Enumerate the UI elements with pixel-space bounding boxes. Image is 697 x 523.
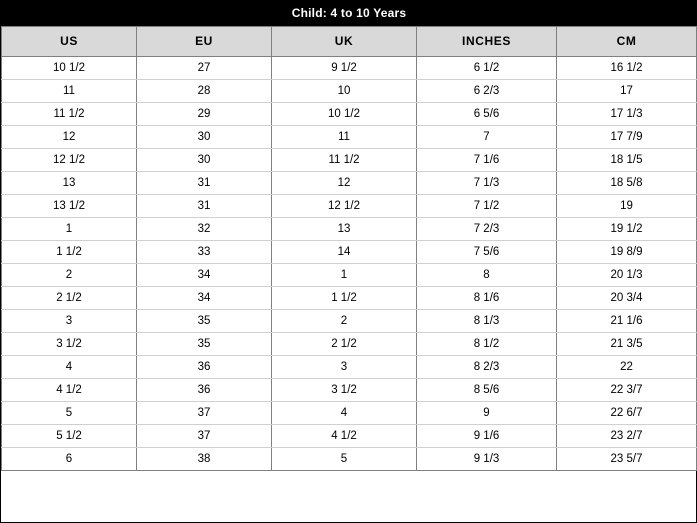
- column-header-us: US: [2, 27, 137, 57]
- cell-eu: 28: [137, 80, 272, 103]
- cell-uk: 3 1/2: [272, 379, 417, 402]
- cell-uk: 4: [272, 402, 417, 425]
- cell-eu: 37: [137, 425, 272, 448]
- cell-inches: 8 5/6: [417, 379, 557, 402]
- cell-inches: 7 1/3: [417, 172, 557, 195]
- cell-us: 10 1/2: [2, 57, 137, 80]
- cell-eu: 36: [137, 379, 272, 402]
- cell-cm: 21 3/5: [557, 333, 697, 356]
- cell-eu: 38: [137, 448, 272, 471]
- cell-uk: 1: [272, 264, 417, 287]
- cell-cm: 23 2/7: [557, 425, 697, 448]
- size-conversion-table: [1, 1, 697, 471]
- cell-cm: 18 5/8: [557, 172, 697, 195]
- cell-eu: 32: [137, 218, 272, 241]
- cell-uk: 10: [272, 80, 417, 103]
- cell-eu: 36: [137, 356, 272, 379]
- cell-inches: 7 5/6: [417, 241, 557, 264]
- cell-us: 3: [2, 310, 137, 333]
- cell-eu: 30: [137, 149, 272, 172]
- cell-uk: 2 1/2: [272, 333, 417, 356]
- table-row: [2, 356, 697, 379]
- table-header: [2, 27, 697, 57]
- cell-cm: 21 1/6: [557, 310, 697, 333]
- table-row: [2, 126, 697, 149]
- cell-uk: 3: [272, 356, 417, 379]
- cell-inches: 8 2/3: [417, 356, 557, 379]
- cell-us: 5 1/2: [2, 425, 137, 448]
- table-row: [2, 57, 697, 80]
- table-row: [2, 80, 697, 103]
- cell-inches: 8 1/6: [417, 287, 557, 310]
- table-body: [2, 57, 697, 471]
- cell-cm: 19: [557, 195, 697, 218]
- cell-inches: 7: [417, 126, 557, 149]
- cell-eu: 31: [137, 195, 272, 218]
- cell-inches: 9: [417, 402, 557, 425]
- cell-us: 1: [2, 218, 137, 241]
- cell-inches: 8: [417, 264, 557, 287]
- table-row: [2, 218, 697, 241]
- cell-eu: 33: [137, 241, 272, 264]
- cell-us: 5: [2, 402, 137, 425]
- cell-cm: 22 3/7: [557, 379, 697, 402]
- cell-us: 4 1/2: [2, 379, 137, 402]
- cell-us: 1 1/2: [2, 241, 137, 264]
- cell-us: 6: [2, 448, 137, 471]
- table-row: [2, 149, 697, 172]
- cell-uk: 12 1/2: [272, 195, 417, 218]
- cell-inches: 7 1/2: [417, 195, 557, 218]
- cell-inches: 7 1/6: [417, 149, 557, 172]
- cell-eu: 35: [137, 310, 272, 333]
- column-header-inches: INCHES: [417, 27, 557, 57]
- cell-eu: 27: [137, 57, 272, 80]
- cell-us: 13: [2, 172, 137, 195]
- cell-uk: 1 1/2: [272, 287, 417, 310]
- cell-eu: 34: [137, 264, 272, 287]
- cell-uk: 2: [272, 310, 417, 333]
- cell-cm: 19 1/2: [557, 218, 697, 241]
- cell-inches: 9 1/3: [417, 448, 557, 471]
- table-row: [2, 172, 697, 195]
- table-row: [2, 333, 697, 356]
- column-header-eu: EU: [137, 27, 272, 57]
- cell-inches: 8 1/3: [417, 310, 557, 333]
- cell-inches: 6 2/3: [417, 80, 557, 103]
- cell-inches: 9 1/6: [417, 425, 557, 448]
- cell-us: 11 1/2: [2, 103, 137, 126]
- cell-uk: 4 1/2: [272, 425, 417, 448]
- cell-cm: 23 5/7: [557, 448, 697, 471]
- cell-us: 11: [2, 80, 137, 103]
- cell-uk: 9 1/2: [272, 57, 417, 80]
- cell-uk: 14: [272, 241, 417, 264]
- table-row: [2, 241, 697, 264]
- cell-us: 12 1/2: [2, 149, 137, 172]
- cell-us: 4: [2, 356, 137, 379]
- cell-us: 2 1/2: [2, 287, 137, 310]
- cell-uk: 12: [272, 172, 417, 195]
- cell-cm: 16 1/2: [557, 57, 697, 80]
- cell-inches: 8 1/2: [417, 333, 557, 356]
- cell-inches: 7 2/3: [417, 218, 557, 241]
- table-row: [2, 103, 697, 126]
- cell-uk: 11: [272, 126, 417, 149]
- cell-uk: 11 1/2: [272, 149, 417, 172]
- table-row: [2, 287, 697, 310]
- cell-eu: 34: [137, 287, 272, 310]
- cell-eu: 37: [137, 402, 272, 425]
- cell-cm: 20 3/4: [557, 287, 697, 310]
- cell-uk: 10 1/2: [272, 103, 417, 126]
- table-row: [2, 310, 697, 333]
- cell-eu: 29: [137, 103, 272, 126]
- cell-uk: 5: [272, 448, 417, 471]
- table-row: [2, 379, 697, 402]
- table-row: [2, 425, 697, 448]
- cell-us: 2: [2, 264, 137, 287]
- column-header-uk: UK: [272, 27, 417, 57]
- cell-inches: 6 1/2: [417, 57, 557, 80]
- cell-cm: 17 7/9: [557, 126, 697, 149]
- cell-eu: 30: [137, 126, 272, 149]
- table-title: Child: 4 to 10 Years: [1, 1, 697, 26]
- cell-cm: 17 1/3: [557, 103, 697, 126]
- cell-inches: 6 5/6: [417, 103, 557, 126]
- header-row: [2, 27, 697, 57]
- cell-cm: 22 6/7: [557, 402, 697, 425]
- cell-us: 12: [2, 126, 137, 149]
- table-row: [2, 264, 697, 287]
- cell-eu: 35: [137, 333, 272, 356]
- cell-cm: 22: [557, 356, 697, 379]
- column-header-cm: CM: [557, 27, 697, 57]
- cell-us: 13 1/2: [2, 195, 137, 218]
- cell-cm: 17: [557, 80, 697, 103]
- table-row: [2, 402, 697, 425]
- cell-uk: 13: [272, 218, 417, 241]
- cell-cm: 19 8/9: [557, 241, 697, 264]
- cell-cm: 18 1/5: [557, 149, 697, 172]
- table-row: [2, 448, 697, 471]
- cell-eu: 31: [137, 172, 272, 195]
- cell-us: 3 1/2: [2, 333, 137, 356]
- table-row: [2, 195, 697, 218]
- cell-cm: 20 1/3: [557, 264, 697, 287]
